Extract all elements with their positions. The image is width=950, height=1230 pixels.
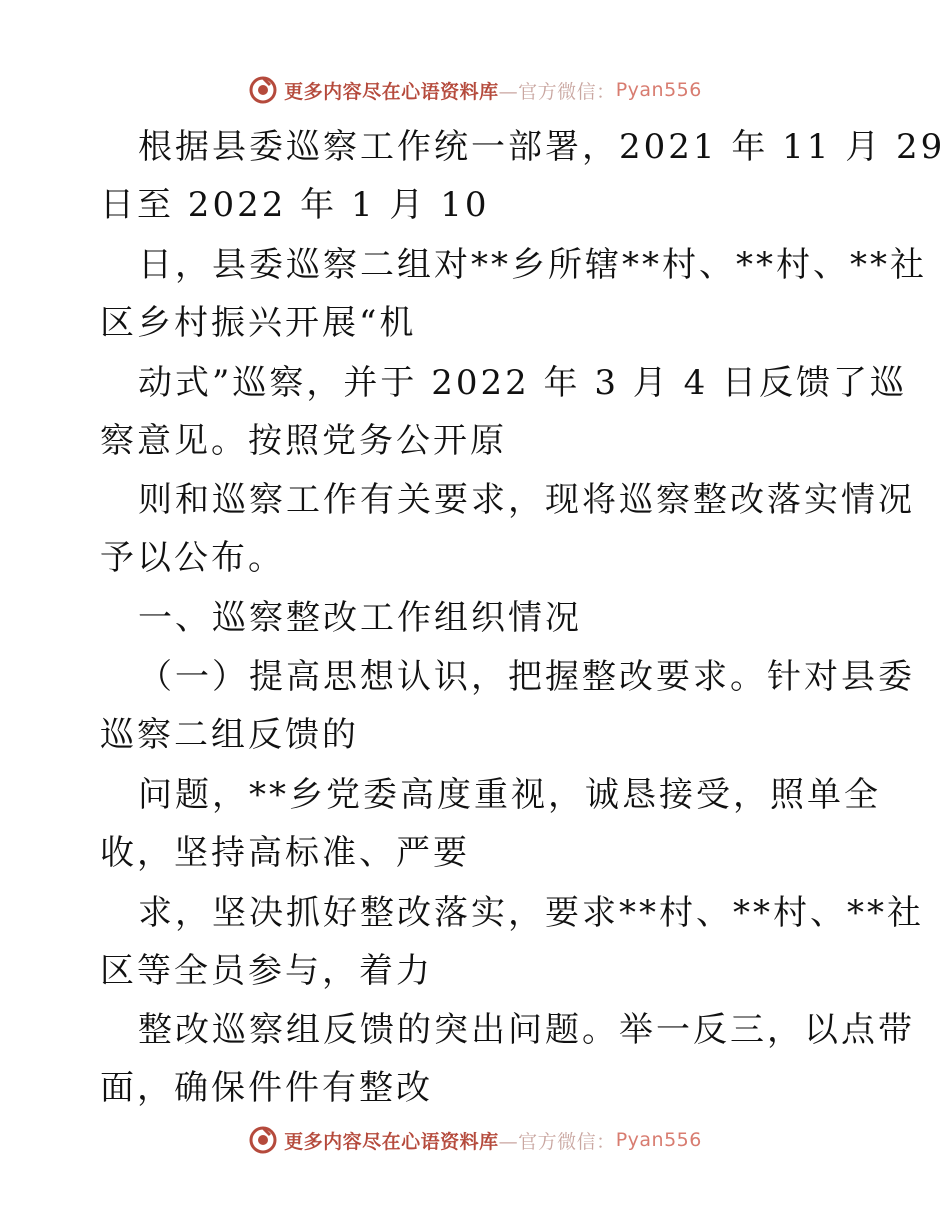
header-watermark [0,70,950,110]
body-line: （一）提高思想认识，把握整改要求。针对县委 [138,657,915,697]
footer-watermark-separator: —官方微信： [498,1130,616,1153]
header-watermark-separator: —官方微信： [498,80,616,103]
body-line: 予以公布。 [100,538,285,578]
body-line: 日，县委巡察二组对**乡所辖**村、**村、**社 [138,245,927,285]
body-line: 区等全员参与，着力 [100,951,433,991]
section-heading: 一、巡察整改工作组织情况 [138,598,582,638]
header-watermark-title: 更多内容尽在心语资料库 [284,80,499,103]
body-line: 巡察二组反馈的 [100,715,359,755]
body-line: 则和巡察工作有关要求，现将巡察整改落实情况 [138,480,915,520]
body-line: 收，坚持高标准、严要 [100,833,470,873]
logo-icon [248,1125,278,1155]
body-line: 根据县委巡察工作统一部署，2021 年 11 月 29 [138,127,946,167]
body-line: 整改巡察组反馈的突出问题。举一反三，以点带 [138,1010,915,1050]
body-line: 日至 2022 年 1 月 10 [100,185,490,225]
body-line: 问题，**乡党委高度重视，诚恳接受，照单全 [138,775,881,815]
header-watermark-id: Pyan556 [615,79,702,101]
logo-icon [248,75,278,105]
body-line: 求，坚决抓好整改落实，要求**村、**村、**社 [138,893,924,933]
body-line: 面，确保件件有整改 [100,1068,433,1108]
footer-watermark-title: 更多内容尽在心语资料库 [284,1130,499,1153]
body-line: 察意见。按照党务公开原 [100,421,507,461]
footer-watermark [0,1120,950,1160]
body-line: 动式”巡察，并于 2022 年 3 月 4 日反馈了巡 [138,363,908,403]
body-line: 区乡村振兴开展“机 [100,303,417,343]
footer-watermark-id: Pyan556 [615,1129,702,1151]
